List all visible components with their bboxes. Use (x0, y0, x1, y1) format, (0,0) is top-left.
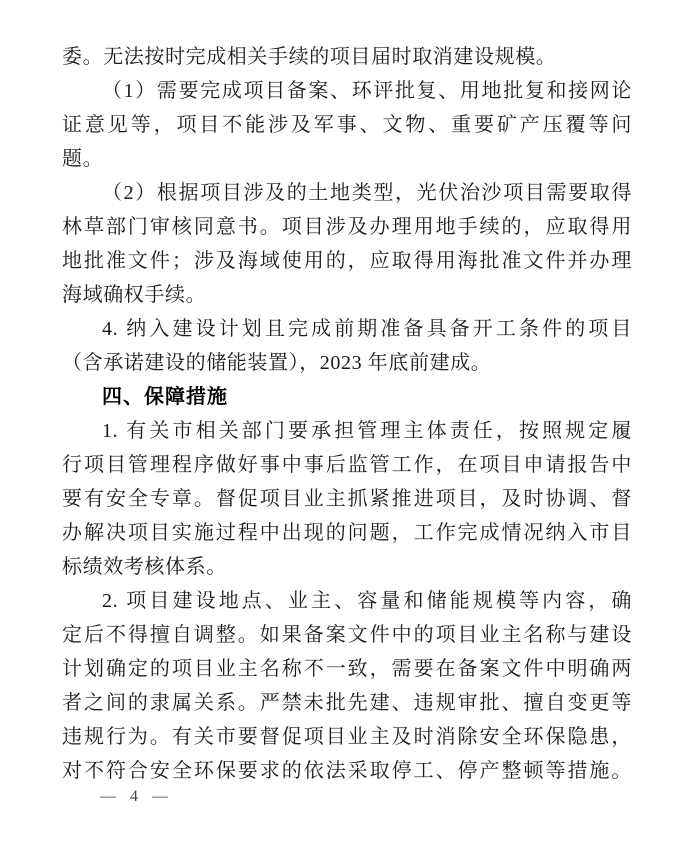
document-text-block (62, 40, 632, 788)
body-text-line: 行项目管理程序做好事中事后监管工作，在项目申请报告中 (62, 454, 632, 476)
body-text-line: 林草部门审核同意书。项目涉及办理用地手续的，应取得用 (62, 216, 632, 238)
body-text-line: 计划确定的项目业主名称不一致，需要在备案文件中明确两 (62, 658, 632, 680)
body-text-line: （2）根据项目涉及的土地类型，光伏治沙项目需要取得 (102, 182, 632, 204)
body-text-line: 违规行为。有关市要督促项目业主及时消除安全环保隐患， (62, 726, 632, 748)
body-text-line: 委。无法按时完成相关手续的项目届时取消建设规模。 (62, 46, 557, 68)
body-text-line: 地批准文件；涉及海域使用的，应取得用海批准文件并办理 (62, 250, 632, 272)
body-text-line: 标绩效考核体系。 (62, 556, 227, 578)
section-heading: 四、保障措施 (102, 386, 228, 408)
body-text-line: 对不符合安全环保要求的依法采取停工、停产整顿等措施。 (62, 760, 632, 782)
body-text-line: 海域确权手续。 (62, 284, 207, 306)
body-text-line: 题。 (62, 148, 104, 170)
body-text-line: 定后不得擅自调整。如果备案文件中的项目业主名称与建设 (62, 624, 632, 646)
body-text-line: （1）需要完成项目备案、环评批复、用地批复和接网论 (102, 80, 632, 102)
body-text-line: 1. 有关市相关部门要承担管理主体责任，按照规定履 (102, 420, 632, 442)
body-text-line: 证意见等，项目不能涉及军事、文物、重要矿产压覆等问 (62, 114, 632, 136)
body-text-line: 办解决项目实施过程中出现的问题，工作完成情况纳入市目 (62, 522, 632, 544)
body-text-line: 4. 纳入建设计划且完成前期准备具备开工条件的项目 (102, 318, 632, 340)
body-text-line: 要有安全专章。督促项目业主抓紧推进项目，及时协调、督 (62, 488, 632, 510)
body-text-line: （含承诺建设的储能装置），2023 年底前建成。 (62, 352, 492, 374)
page-number: — 4 — (100, 788, 173, 805)
body-text-line: 2. 项目建设地点、业主、容量和储能规模等内容，确 (102, 590, 632, 612)
body-text-line: 者之间的隶属关系。严禁未批先建、违规审批、擅自变更等 (62, 692, 632, 714)
